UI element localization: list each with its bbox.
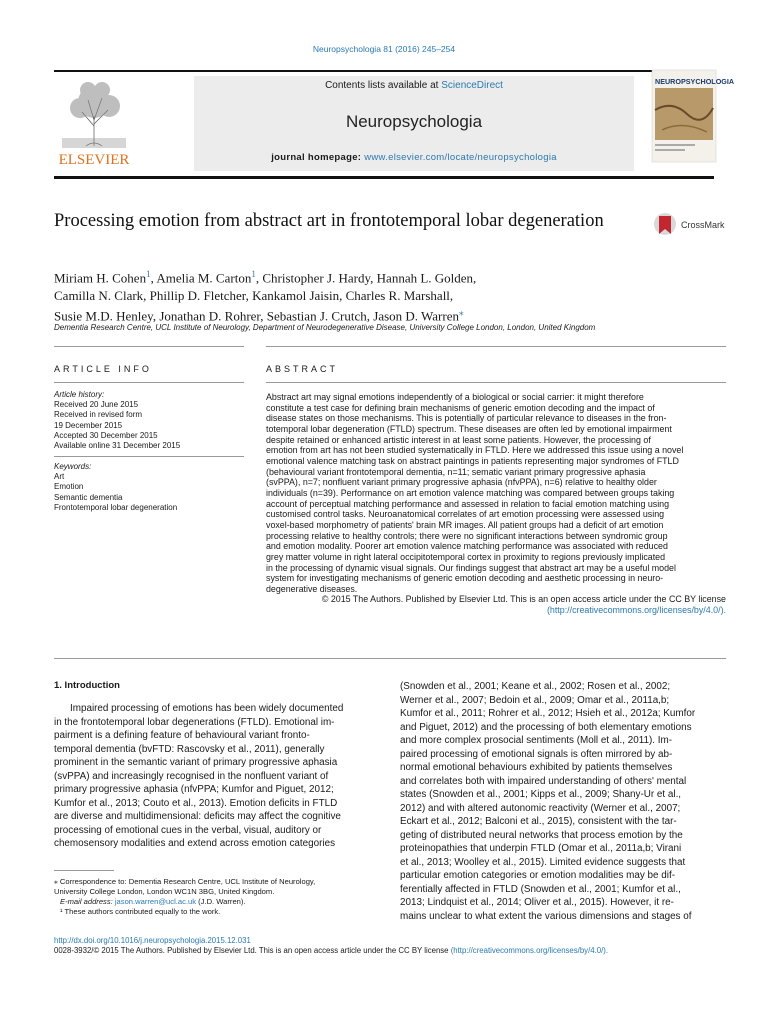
keywords-rule bbox=[54, 456, 244, 457]
journal-name: Neuropsychologia bbox=[345, 112, 483, 131]
abstract-heading: ABSTRACT bbox=[266, 364, 339, 374]
journal-homepage: journal homepage: www.elsevier.com/locate/neuropsychologia bbox=[271, 152, 557, 163]
header-bottom-rule bbox=[54, 176, 714, 179]
crossmark-badge[interactable] bbox=[653, 212, 733, 242]
license-line: © 2015 The Authors. Published by Elsevier Ltd. This is an open access article under the CC BY license bbox=[321, 594, 726, 605]
article-title: Processing emotion from abstract art in frontotemporal lobar degeneration bbox=[54, 211, 604, 231]
article-info-rule bbox=[54, 346, 244, 347]
footer-license-link[interactable]: (http://creativecommons.org/licenses/by/4.0/). bbox=[450, 946, 609, 955]
elsevier-wordmark: ELSEVIER bbox=[58, 152, 130, 168]
abstract-subrule bbox=[266, 382, 726, 383]
body-rule bbox=[54, 658, 726, 659]
contents-line: Contents lists available at ScienceDirect bbox=[325, 80, 503, 91]
affiliation: Dementia Research Centre, UCL Institute of Neurology, Department of Neurodegenerative Disease, University College London, London, United Kingdom bbox=[54, 323, 596, 332]
keywords: Keywords: Art Emotion Semantic dementia Frontotemporal lobar degeneration bbox=[54, 462, 178, 512]
header-top-rule bbox=[54, 70, 714, 72]
intro-right-column: (Snowden et al., 2001; Keane et al., 2002; Rosen et al., 2002; Werner et al., 2007; Bedoin et al., 2009; Omar et al., 2011a,b; Kumfor et al., 2011; Rohrer et al., 2012; Hsieh et al., 2012a; Kumfor and Piguet, 2012) and the processing of both elementary emotions and more complex prosocial sentiments (Moll et al., 2011). Im- paired processing of emotional signals is often mirrored by ab- normal emotional behaviours exhibited by patients themselves and correlates both with impaired understanding of others' mental states (Snowden et al., 2001; Kipps et al., 2009; Shany-Ur et al., 2012) and with altered autonomic reactivity (Werner et al., 2007; Eckart et al., 2012; Balconi et al., 2015), consistent with the tar- geting of distributed neural networks that process emotion by the proteinopathies that underpin FTLD (Omar et al., 2011a,b; Virani et al., 2013; Woolley et al., 2015). Limited evidence suggests that particular emotion categories or emotion modalities may be dif- ferentially affected in FTLD (Snowden et al., 2001; Kumfor et al., 2013; Lindquist et al., 2014; Oliver et al., 2015). However, it re- mains unclear to what extent the various dimensions and stages of bbox=[400, 681, 696, 922]
sciencedirect-link[interactable]: ScienceDirect bbox=[441, 80, 503, 91]
article-info-heading: ARTICLE INFO bbox=[54, 364, 152, 374]
abstract-text: Abstract art may signal emotions independently of a biological or social carrier: it might therefore constitute a test case for defining brain mechanisms of generic emotion decoding and the impact of disease states on those mechanisms. This is potentially of particular relevance to diseases in the fron- totemporal lobar degeneration (FTLD) spectrum. These diseases are often led by emotional impairment despite retained or enhanced artistic interest in at least some patients. However, the processing of emotion from art has not been studied systematically in FTLD. Here we addressed this issue using a novel emotional valence matching task on abstract paintings in patients representing major syndromes of FTLD (behavioural variant frontotemporal dementia, n=11; sematic variant primary progressive aphasia (svPPA), n=7; nonfluent variant primary progressive aphasia (nfvPPA), n=6) relative to healthy older individuals (n=39). Performance on art emotion valence matching was compared between groups taking account of perceptual matching performance and assessed in relation to facial emotion matching using customised control tasks. Neuroanatomical correlates of art emotion processing were assessed using voxel-based morphometry of patients' brain MR images. All patient groups had a deficit of art emotion processing relative to healthy controls; there were no significant interactions between syndromic group and emotion modality. Poorer art emotion valence matching performance was associated with reduced grey matter volume in right lateral occipitotemporal cortex in proximity to regions previously implicated in the processing of dynamic visual signals. Our findings suggest that abstract art may be a useful model system for investigating mechanisms of generic emotion decoding and aesthetic processing in neuro- degenerative diseases. © 2015 The Authors. Published by Elsevier Ltd. This is an open access article under the CC BY license (http://creativecommons.org/licenses/by/4.0/). bbox=[266, 392, 726, 616]
author-list: Miriam H. Cohen$^1$, Amelia M. Carton$^1$, Christopher J. Hardy, Hannah L. Golden, Camilla N. Clark, Phillip D. Fletcher, Kankamol Jaisin, Charles R. Marshall, Susie M.D. Henley, Jonathan D. Rohrer, Sebastian J. Crutch, Jason D. Warren⁎ bbox=[54, 269, 477, 324]
homepage-link[interactable]: www.elsevier.com/locate/neuropsychologia bbox=[364, 152, 557, 163]
crossmark-label: CrossMark bbox=[681, 220, 725, 230]
abstract-rule bbox=[266, 346, 726, 347]
intro-heading: 1. Introduction bbox=[54, 680, 120, 691]
intro-left-column: Impaired processing of emotions has been widely documented in the frontotemporal lobar degenerations (FTLD). Emotional im- pairment is a defining feature of behavioural variant fronto- temporal dementia (bvFTD: Rascovsky et al., 2011), generally prominent in the semantic variant of primary progressive aphasia (svPPA) and increasingly recognised in the nonfluent variant of primary progressive aphasia (nfvPPA; Kumfor and Piguet, 2012; Kumfor et al., 2013; Couto et al., 2013). Emotion deficits in FTLD are diverse and multidimensional: deficits may affect the cognitive processing of emotional cues in the verbal, visual, auditory or chemosensory modalities and extend across emotion categories bbox=[54, 703, 344, 849]
footnotes: ⁎ Correspondence to: Dementia Research Centre, UCL Institute of Neurology, University College London, London WC1N 3BG, United Kingdom. E-mail address: jason.warren@ucl.ac.uk (J.D. Warren). ¹ These authors contributed equally to the work. bbox=[54, 877, 316, 916]
journal-reference[interactable]: Neuropsychologia 81 (2016) 245–254 bbox=[312, 44, 456, 54]
doi-footer: http://dx.doi.org/10.1016/j.neuropsychologia.2015.12.031 0028-3932/© 2015 The Authors. Published by Elsevier Ltd. This is an open access article under the CC BY license (http://creativecommons.org/licenses/by/4.0/). bbox=[54, 936, 609, 955]
crossmark-icon bbox=[653, 212, 677, 240]
elsevier-tree-logo bbox=[54, 76, 134, 168]
cover-title: NEUROPSYCHOLOGIA bbox=[655, 77, 735, 86]
doi-link[interactable]: http://dx.doi.org/10.1016/j.neuropsychologia.2015.12.031 bbox=[54, 936, 251, 945]
email-link[interactable]: jason.warren@ucl.ac.uk bbox=[114, 897, 197, 906]
journal-cover-image bbox=[652, 70, 735, 162]
article-info-subrule bbox=[54, 382, 244, 383]
article-history: Article history: Received 20 June 2015 Received in revised form 19 December 2015 Accepted 30 December 2015 Available online 31 December 2015 bbox=[54, 390, 181, 451]
license-link[interactable]: (http://creativecommons.org/licenses/by/4.0/). bbox=[546, 605, 726, 616]
footnote-rule bbox=[54, 870, 114, 871]
